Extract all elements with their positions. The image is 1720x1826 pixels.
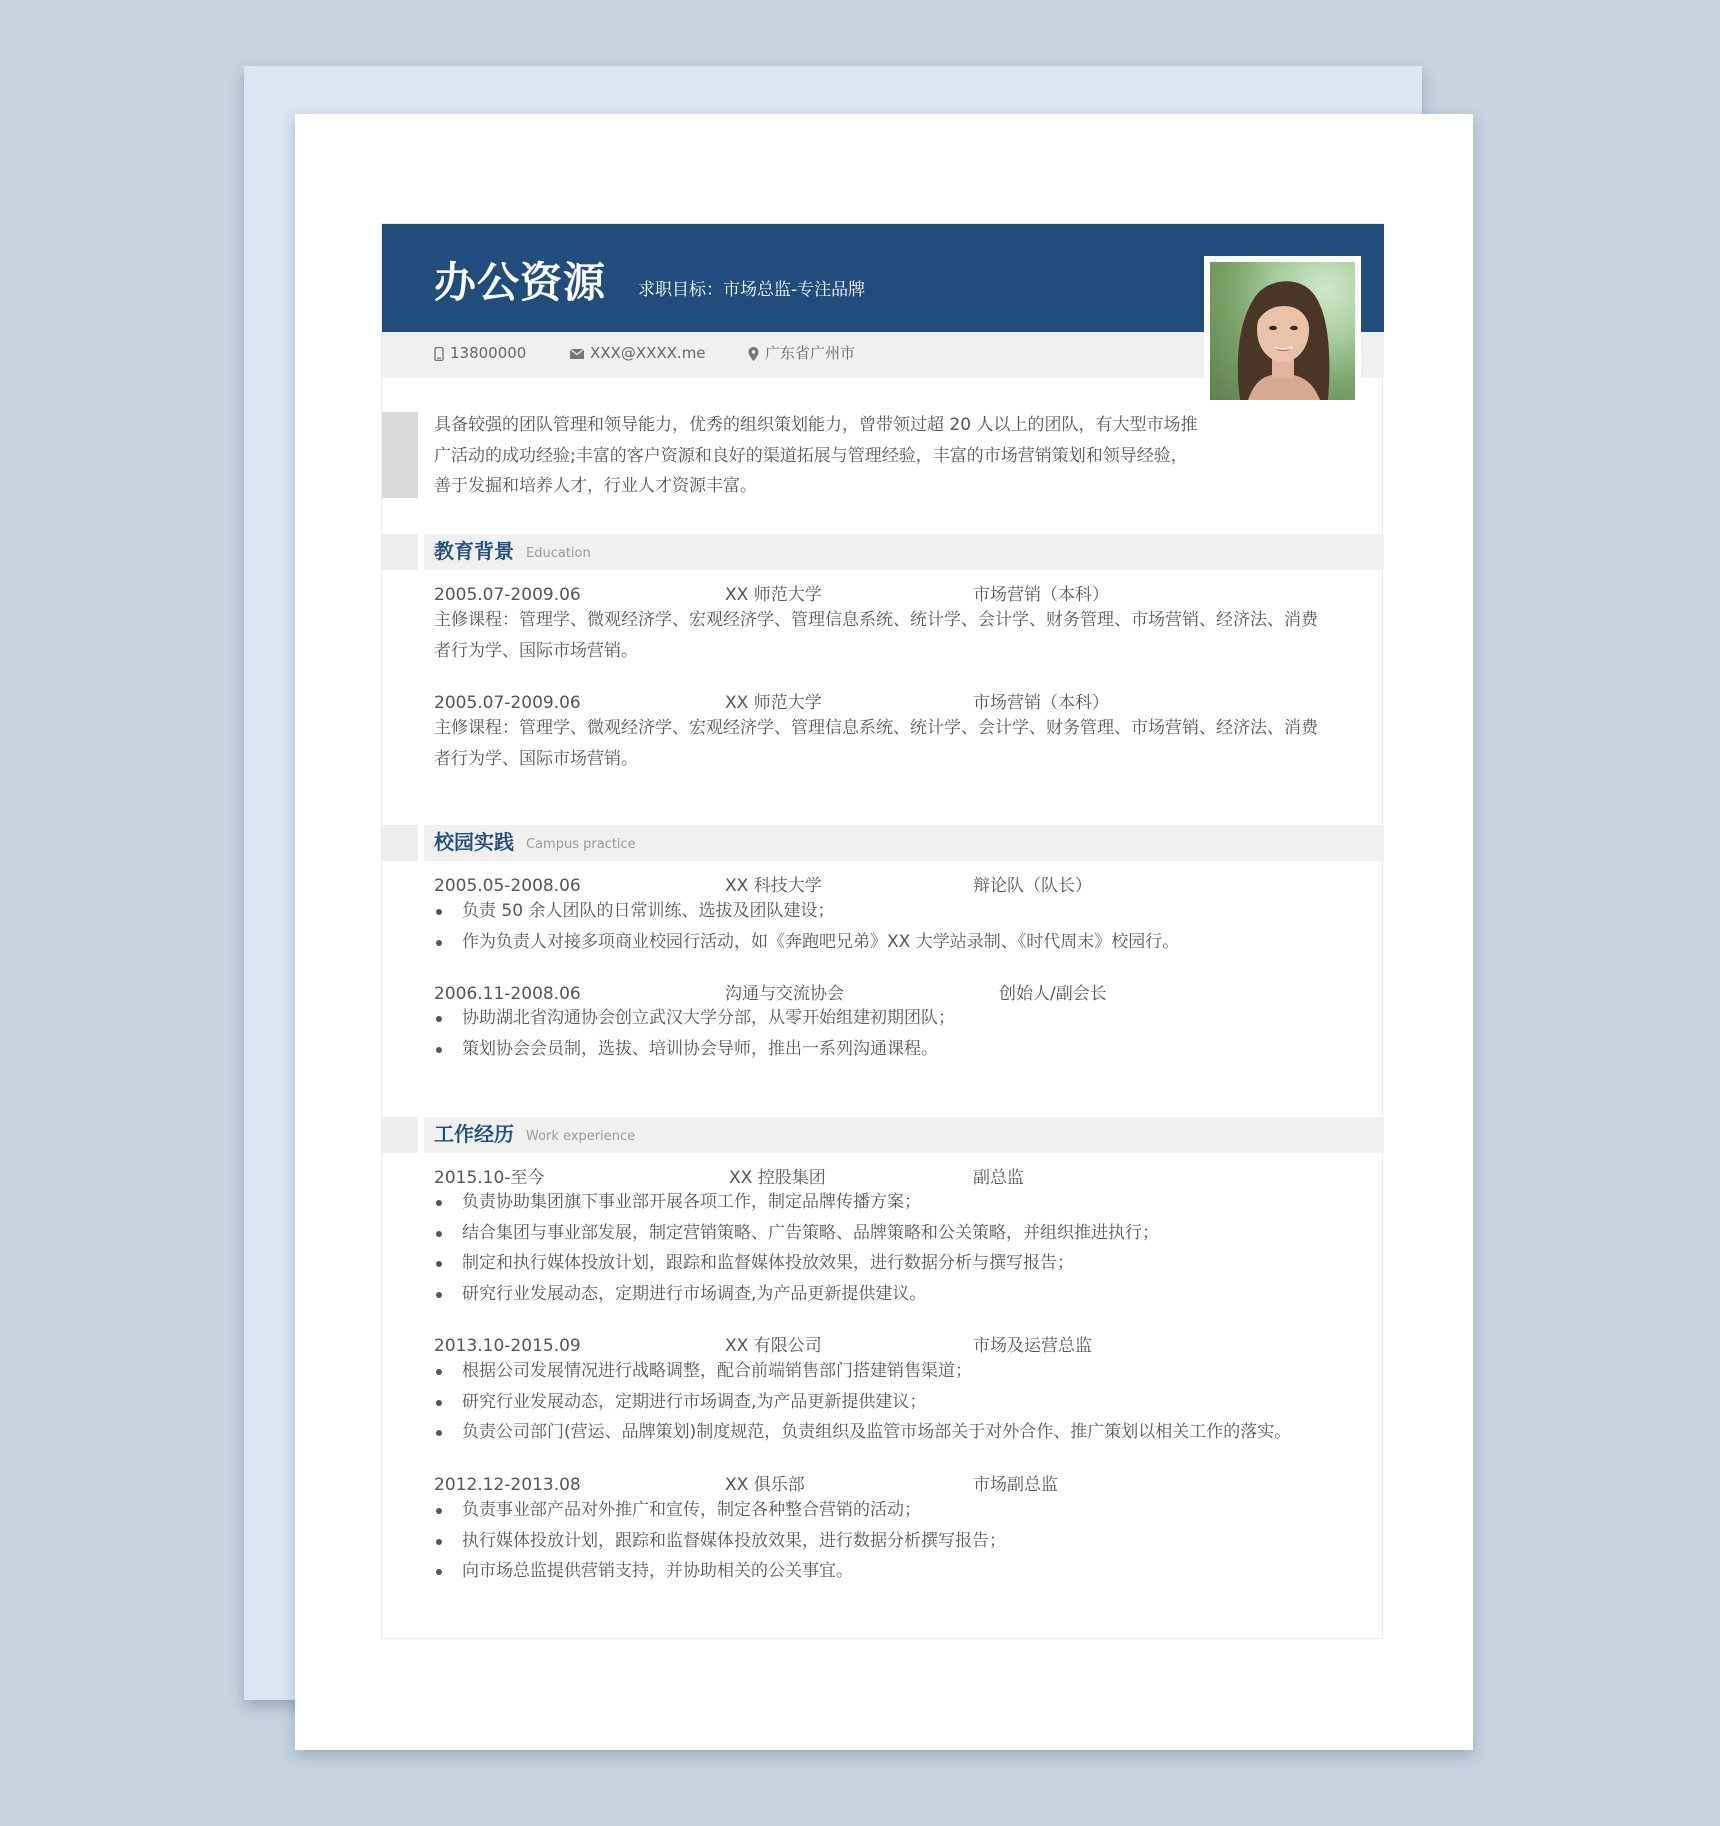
bullet-item: 执行媒体投放计划，跟踪和监督媒体投放效果，进行数据分析撰写报告； bbox=[434, 1526, 1364, 1557]
work-period: 2015.10-至今 bbox=[434, 1168, 545, 1188]
section-marker bbox=[382, 534, 418, 570]
bullet-item: 制定和执行媒体投放计划，跟踪和监督媒体投放效果，进行数据分析与撰写报告； bbox=[434, 1248, 1364, 1279]
bullet-item: 研究行业发展动态，定期进行市场调查,为产品更新提供建议； bbox=[434, 1387, 1364, 1418]
campus-org: XX 科技大学 bbox=[725, 876, 822, 896]
phone-number: 13800000 bbox=[450, 344, 527, 362]
education-period: 2005.07-2009.06 bbox=[434, 585, 581, 605]
bullet-item: 结合集团与事业部发展，制定营销策略、广告策略、品牌策略和公关策略，并组织推进执行； bbox=[434, 1218, 1364, 1249]
contact-phone bbox=[434, 346, 526, 361]
resume-document bbox=[381, 223, 1383, 1639]
education-major: 市场营销（本科） bbox=[973, 585, 1109, 605]
education-major: 市场营销（本科） bbox=[973, 693, 1109, 713]
work-period: 2012.12-2013.08 bbox=[434, 1475, 581, 1495]
work-company: XX 控股集团 bbox=[729, 1168, 826, 1188]
work-bullets bbox=[434, 1356, 1364, 1448]
location-pin-icon bbox=[748, 347, 759, 361]
section-header-education bbox=[382, 534, 1384, 570]
candidate-name: 办公资源 bbox=[434, 258, 607, 307]
phone-icon bbox=[434, 347, 444, 361]
bullet-item: 作为负责人对接多项商业校园行活动，如《奔跑吧兄弟》XX 大学站录制、《时代周末》校园行。 bbox=[434, 927, 1364, 958]
job-objective: 求职目标：市场总监-专注品牌 bbox=[638, 280, 866, 300]
section-title: 工作经历 bbox=[434, 1122, 514, 1146]
campus-role: 辩论队（队长） bbox=[973, 876, 1092, 896]
bullet-item: 负责公司部门(营运、品牌策划)制度规范，负责组织及监管市场部关于对外合作、推广策划以相关工作的落实。 bbox=[434, 1417, 1364, 1448]
campus-role: 创始人/副会长 bbox=[999, 984, 1107, 1004]
section-title: 校园实践 bbox=[434, 830, 514, 854]
section-marker bbox=[382, 1117, 418, 1153]
section-header-campus bbox=[382, 825, 1384, 861]
work-position: 市场副总监 bbox=[973, 1475, 1058, 1495]
education-courses: 主修课程：管理学、微观经济学、宏观经济学、管理信息系统、统计学、会计学、财务管理、市场营销、经济法、消费者行为学、国际市场营销。 bbox=[434, 718, 1318, 769]
work-company: XX 俱乐部 bbox=[725, 1475, 805, 1495]
contact-email bbox=[570, 346, 706, 361]
campus-bullets bbox=[434, 1003, 1364, 1064]
campus-bullets bbox=[434, 896, 1364, 957]
campus-period: 2006.11-2008.06 bbox=[434, 984, 581, 1004]
section-subtitle: Work experience bbox=[526, 1129, 636, 1144]
portrait-illustration bbox=[1210, 262, 1355, 400]
work-position: 市场及运营总监 bbox=[973, 1336, 1092, 1356]
email-address: XXX@XXXX.me bbox=[590, 344, 706, 362]
education-courses: 主修课程：管理学、微观经济学、宏观经济学、管理信息系统、统计学、会计学、财务管理、市场营销、经济法、消费者行为学、国际市场营销。 bbox=[434, 610, 1318, 661]
bullet-item: 负责事业部产品对外推广和宣传，制定各种整合营销的活动； bbox=[434, 1495, 1364, 1526]
work-company: XX 有限公司 bbox=[725, 1336, 822, 1356]
section-title: 教育背景 bbox=[434, 539, 514, 563]
campus-period: 2005.05-2008.06 bbox=[434, 876, 581, 896]
profile-photo-frame bbox=[1204, 256, 1361, 406]
profile-summary: 具备较强的团队管理和领导能力，优秀的组织策划能力，曾带领过超 20 人以上的团队，有大型市场推广活动的成功经验;丰富的客户资源和良好的渠道拓展与管理经验，丰富的市场营销策划和领导经验，善于发掘和培养人才，行业人才资源丰富。 bbox=[434, 415, 1198, 496]
work-bullets bbox=[434, 1187, 1364, 1309]
education-school: XX 师范大学 bbox=[725, 693, 822, 713]
campus-org: 沟通与交流协会 bbox=[725, 984, 844, 1004]
work-period: 2013.10-2015.09 bbox=[434, 1336, 581, 1356]
work-bullets bbox=[434, 1495, 1364, 1587]
bullet-item: 研究行业发展动态，定期进行市场调查,为产品更新提供建议。 bbox=[434, 1279, 1364, 1310]
bullet-item: 负责 50 余人团队的日常训练、选拔及团队建设； bbox=[434, 896, 1364, 927]
bullet-item: 负责协助集团旗下事业部开展各项工作，制定品牌传播方案； bbox=[434, 1187, 1364, 1218]
education-school: XX 师范大学 bbox=[725, 585, 822, 605]
summary-accent-bar bbox=[382, 412, 418, 498]
mail-icon bbox=[570, 349, 584, 359]
location-text: 广东省广州市 bbox=[765, 344, 856, 362]
contact-location bbox=[748, 346, 855, 361]
section-subtitle: Campus practice bbox=[526, 837, 636, 852]
education-period: 2005.07-2009.06 bbox=[434, 693, 581, 713]
work-position: 副总监 bbox=[973, 1168, 1024, 1188]
section-marker bbox=[382, 825, 418, 861]
bullet-item: 根据公司发展情况进行战略调整，配合前端销售部门搭建销售渠道； bbox=[434, 1356, 1364, 1387]
section-header-work bbox=[382, 1117, 1384, 1153]
bullet-item: 策划协会会员制，选拔、培训协会导师，推出一系列沟通课程。 bbox=[434, 1034, 1364, 1065]
bullet-item: 协助湖北省沟通协会创立武汉大学分部，从零开始组建初期团队； bbox=[434, 1003, 1364, 1034]
section-subtitle: Education bbox=[526, 546, 591, 561]
bullet-item: 向市场总监提供营销支持，并协助相关的公关事宜。 bbox=[434, 1556, 1364, 1587]
profile-photo bbox=[1210, 262, 1355, 400]
